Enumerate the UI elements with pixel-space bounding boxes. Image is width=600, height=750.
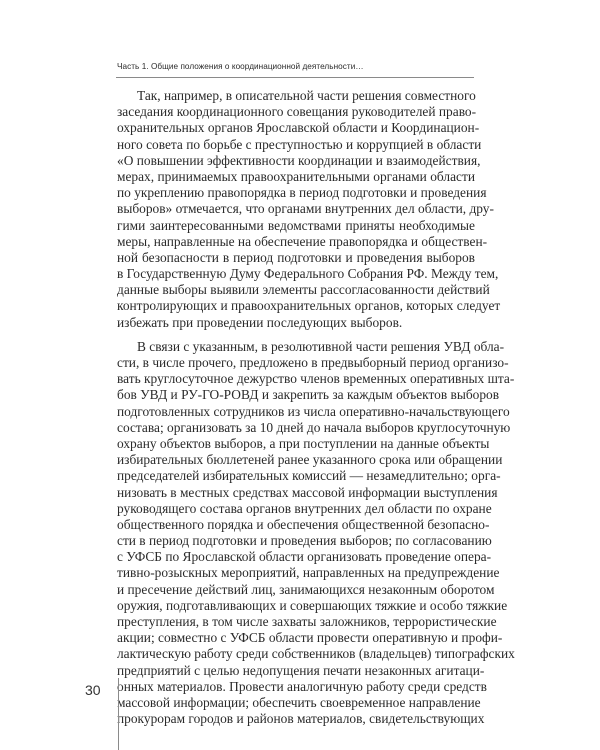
text-line: оружия, подготавливающих и совершающих тяжкие и особо тяжкие (117, 597, 508, 613)
text-line: предприятий с целью недопущения печати незаконных агитаци- (117, 662, 485, 678)
text-line: бов УВД и РУ-ГО-РОВД и закрепить за каждым объектов выборов (117, 387, 500, 403)
text-line: Так, например, в описательной части решения совместного (137, 88, 476, 103)
paragraph-gap (117, 331, 475, 339)
text-line: гими заинтересованными ведомствами приняты необходимые (117, 217, 475, 233)
text-line: в Государственную Думу Федерального Собрания РФ. Между тем, (117, 266, 499, 282)
text-line: мерах, принимаемых правоохранительными органами области (117, 168, 475, 184)
text-line: сти, в числе прочего, предложено в предвыборный период организо- (117, 355, 509, 370)
text-line: по укреплению правопорядка в период подготовки и проведения (117, 185, 487, 201)
text-line: акции; совместно с УФСБ области провести оперативную и профи- (117, 630, 503, 646)
text-line: «О повышении эффективности координации и взаимодействия, (117, 152, 481, 168)
text-line: избирательных бюллетеней ранее указанного срока или обращении (117, 452, 503, 468)
page-number: 30 (85, 682, 101, 698)
text-line: с УФСБ по Ярославской области организовать проведение опера- (117, 549, 492, 565)
body-text (117, 88, 515, 727)
text-line: вать круглосуточное дежурство членов временных оперативных шта- (117, 371, 515, 387)
text-line: массовой информации; обеспечить своевременное направление (117, 694, 481, 710)
text-line: прокурорам городов и районов материалов, свидетельствующих (117, 711, 485, 727)
text-line: данные выборы выявили элементы рассогласованности действий (117, 282, 490, 298)
text-line: ной безопасности в период подготовки и проведения выборов (117, 249, 475, 265)
footer-margin-rule (118, 678, 119, 750)
text-line: выборов» отмечается, что органами внутренних дел области, дру- (117, 201, 494, 217)
text-line: ного совета по борьбе с преступностью и коррупцией в области (117, 136, 482, 152)
text-line: охрану объектов выборов, а при поступлении на данные объекты (117, 435, 490, 451)
text-line: онных материалов. Провести аналогичную работу среди средств (117, 678, 487, 694)
text-line: меры, направленные на обеспечение правопорядка и обществен- (117, 233, 488, 249)
text-line: избежать при проведении последующих выборов. (117, 314, 403, 330)
text-line: руководящего состава органов внутренних дел области по охране (117, 500, 492, 516)
paragraph-1 (117, 88, 501, 331)
text-line: и пресечение действий лиц, занимающихся незаконным оборотом (117, 581, 495, 597)
text-line: контролирующих и правоохранительных органов, которых следует (117, 298, 501, 314)
text-line: председателей избирательных комиссий — незамедлительно; орга- (117, 468, 501, 484)
running-head: Часть 1. Общие положения о координационной деятельности… (117, 62, 364, 71)
text-line: преступления, в том числе захваты заложников, террористические (117, 614, 497, 629)
text-line: низовать в местных средствах массовой информации выступления (117, 484, 498, 500)
text-line: В связи с указанным, в резолютивной части решения УВД обла- (137, 338, 505, 354)
paragraph-2 (117, 338, 515, 728)
text-line: лактическую работу среди собственников (владельцев) типографских (117, 646, 515, 662)
text-line: заседания координационного совещания руководителей право- (117, 104, 477, 120)
text-line: общественного порядка и обеспечения общественной безопасно- (117, 516, 490, 532)
text-line: тивно-розыскных мероприятий, направленных на предупреждение (117, 565, 500, 581)
text-line: охранительных органов Ярославской области и Координацион- (117, 120, 480, 136)
text-line: подготовленных сотрудников из числа оперативно-начальствующего (117, 403, 510, 419)
header-rule (116, 77, 474, 78)
text-line: сти в период подготовки и проведения выборов; по согласованию (117, 533, 492, 549)
text-line: состава; организовать за 10 дней до начала выборов круглосуточную (117, 419, 511, 435)
